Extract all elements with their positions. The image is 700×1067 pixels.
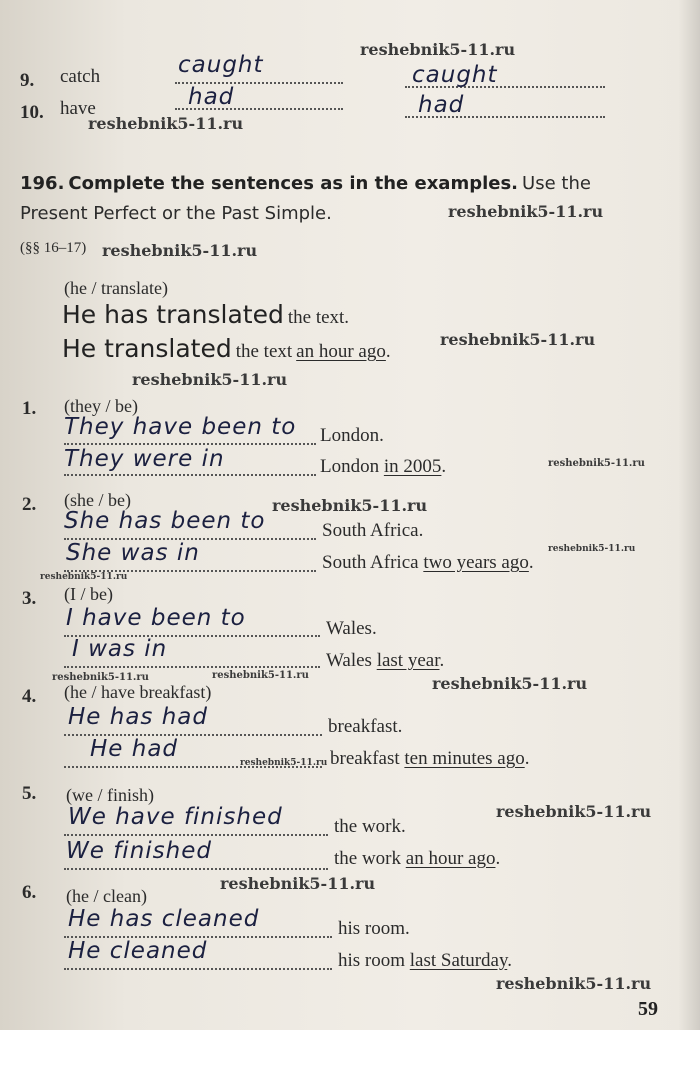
sentence-object: the work <box>334 848 402 869</box>
watermark: reshebnik5-11.ru <box>52 672 149 683</box>
example-time-expression: an hour ago <box>296 341 386 362</box>
sentence-object: Wales <box>326 650 372 671</box>
watermark: reshebnik5-11.ru <box>88 114 244 133</box>
verb-text: catch <box>60 66 101 87</box>
handwritten-answer: He has cleaned <box>68 906 260 932</box>
item-prompt: (he / clean) <box>66 886 147 906</box>
example-sentence-end: the text. <box>287 307 350 328</box>
answer-line <box>64 834 328 836</box>
sentence-end <box>330 748 529 770</box>
time-expression: ten minutes ago <box>404 748 525 769</box>
handwritten-answer: caught <box>178 52 264 78</box>
sentence-object: his room <box>338 950 406 971</box>
watermark: reshebnik5-11.ru <box>496 974 652 993</box>
watermark: reshebnik5-11.ru <box>212 670 309 681</box>
watermark: reshebnik5-11.ru <box>440 330 596 349</box>
item-number: 4. <box>22 686 37 707</box>
answer-line <box>64 968 332 970</box>
time-expression: in 2005 <box>383 456 442 477</box>
item-number: 5. <box>22 783 37 804</box>
watermark: reshebnik5-11.ru <box>548 544 636 554</box>
item-number: 1. <box>22 398 37 419</box>
item-prompt: (they / be) <box>64 396 138 416</box>
handwritten-answer: We have finished <box>68 804 283 830</box>
exercise-instruction-line2: Present Perfect or the Past Simple. <box>20 203 332 224</box>
watermark: reshebnik5-11.ru <box>40 572 128 582</box>
item-prompt: (we / finish) <box>66 785 154 805</box>
sentence-end: London. <box>320 425 384 446</box>
watermark: reshebnik5-11.ru <box>220 874 376 893</box>
time-expression: last year <box>376 650 440 671</box>
sentence-object: South Africa <box>322 552 419 573</box>
handwritten-answer: caught <box>412 62 498 88</box>
handwritten-answer: She was in <box>66 540 200 566</box>
watermark: reshebnik5-11.ru <box>432 674 588 693</box>
sentence-end <box>338 950 512 972</box>
example-sentence-mid: the text <box>235 341 293 362</box>
sentence-period: . <box>528 552 534 573</box>
example-line-2 <box>62 334 391 363</box>
handwritten-answer: She has been to <box>64 508 266 534</box>
answer-line <box>64 868 328 870</box>
page-edge-shadow <box>678 0 700 1030</box>
sentence-period: . <box>495 848 501 869</box>
watermark: reshebnik5-11.ru <box>240 758 328 768</box>
item-number: 2. <box>22 494 37 515</box>
sentence-period: . <box>524 748 530 769</box>
example-prompt: (he / translate) <box>64 278 168 298</box>
sentence-end: South Africa. <box>322 520 424 541</box>
watermark: reshebnik5-11.ru <box>132 370 288 389</box>
handwritten-answer: I have been to <box>66 605 246 631</box>
item-number: 6. <box>22 882 37 903</box>
item-number: 10. <box>20 102 44 123</box>
watermark: reshebnik5-11.ru <box>448 202 604 221</box>
sentence-period: . <box>441 456 447 477</box>
answer-line <box>64 474 316 476</box>
sentence-object: breakfast <box>330 748 400 769</box>
example-answer-big: He has translated <box>62 300 284 329</box>
watermark: reshebnik5-11.ru <box>496 802 652 821</box>
handwritten-answer: had <box>188 84 235 110</box>
sentence-period: . <box>507 950 512 971</box>
time-expression: two years ago <box>423 552 529 573</box>
item-prompt: (I / be) <box>64 584 113 604</box>
watermark: reshebnik5-11.ru <box>360 40 516 59</box>
handwritten-answer: He had <box>90 736 179 762</box>
item-number: 9. <box>20 70 35 91</box>
exercise-heading <box>20 173 591 194</box>
sentence-end <box>334 848 500 870</box>
time-expression: an hour ago <box>405 848 496 869</box>
handwritten-answer: They were in <box>64 446 225 472</box>
sentence-end: breakfast. <box>328 716 403 737</box>
time-expression: last Saturday <box>409 950 508 971</box>
item-prompt: (he / have breakfast) <box>64 682 212 702</box>
handwritten-answer: We finished <box>66 838 212 864</box>
item-number: 3. <box>22 588 37 609</box>
handwritten-answer: They have been to <box>64 414 297 440</box>
example-period: . <box>385 341 391 362</box>
sentence-period: . <box>439 650 445 671</box>
watermark: reshebnik5-11.ru <box>272 496 428 515</box>
sentence-end: the work. <box>334 816 406 837</box>
sentence-end <box>322 552 534 574</box>
exercise-instruction: Use the <box>522 173 591 194</box>
sentence-end: his room. <box>338 918 410 939</box>
handwritten-answer: had <box>418 92 465 118</box>
sentence-end <box>326 650 444 672</box>
handwritten-answer: He cleaned <box>68 938 208 964</box>
example-line-1 <box>62 300 349 329</box>
watermark: reshebnik5-11.ru <box>548 458 645 469</box>
watermark: reshebnik5-11.ru <box>102 241 258 260</box>
handwritten-answer: I was in <box>72 636 168 662</box>
sentence-object: London <box>320 456 380 477</box>
handwritten-answer: He has had <box>68 704 208 730</box>
example-answer-big: He translated <box>62 334 232 363</box>
exercise-number: 196. <box>20 173 65 194</box>
answer-line <box>64 443 316 445</box>
exercise-title: Complete the sentences as in the examples. <box>68 173 519 194</box>
verb-text: have <box>60 98 96 119</box>
grammar-reference: (§§ 16–17) <box>20 240 87 256</box>
answer-line <box>64 666 320 668</box>
sentence-end: Wales. <box>326 618 377 639</box>
sentence-end <box>320 456 446 478</box>
page-number: 59 <box>638 998 658 1020</box>
item-prompt: (she / be) <box>64 490 131 510</box>
